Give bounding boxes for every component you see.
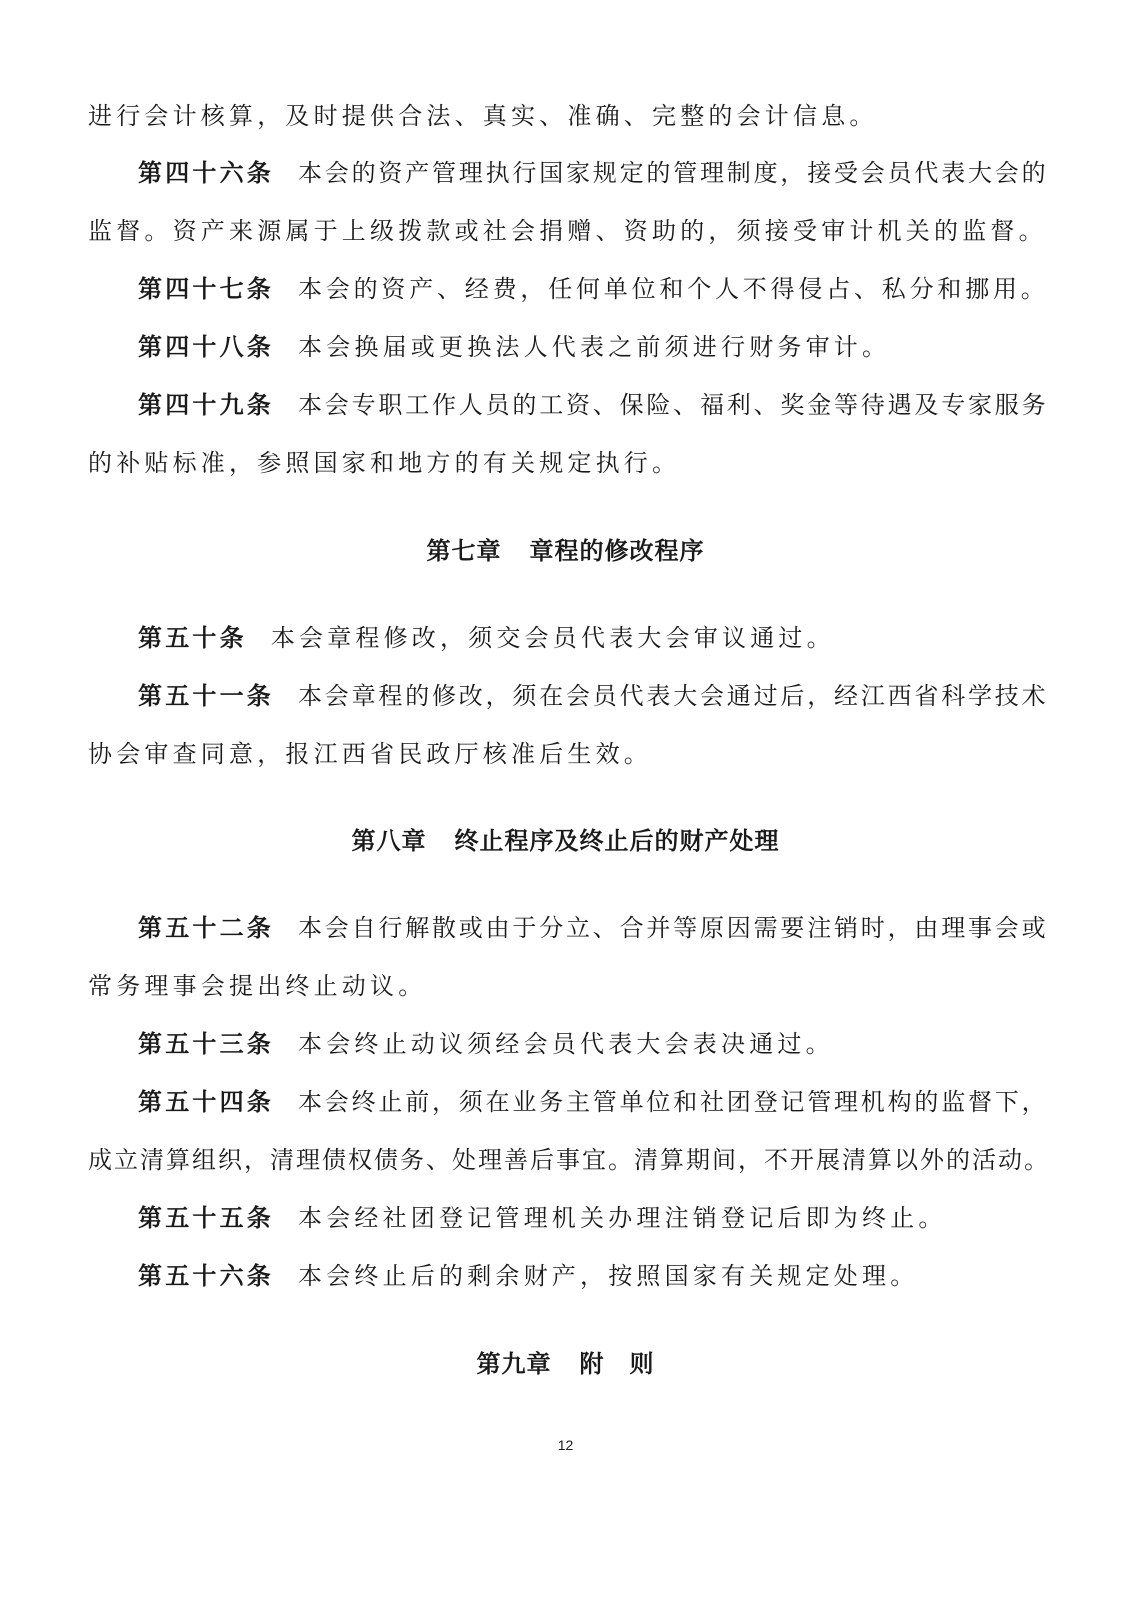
chapter-number: 第八章 bbox=[351, 827, 427, 855]
paragraph-line bbox=[88, 101, 878, 131]
article-text: 本会的资产、经费，任何单位和个人不得侵占、私分和挪用。 bbox=[298, 275, 1049, 303]
chapter-8-heading bbox=[0, 826, 1131, 856]
chapter-title: 终止程序及终止后的财产处理 bbox=[454, 827, 780, 855]
line-text: 监督。资产来源属于上级拨款或社会捐赠、资助的，须接受审计机关的监督。 bbox=[88, 217, 1047, 245]
article-label: 第五十二条 bbox=[138, 914, 274, 942]
article-label: 第五十一条 bbox=[138, 682, 274, 710]
line-text: 的补贴标准，参照国家和地方的有关规定执行。 bbox=[88, 449, 681, 477]
article-text: 本会终止动议须经会员代表大会表决通过。 bbox=[298, 1030, 834, 1058]
article-text: 本会章程的修改，须在会员代表大会通过后，经江西省科学技术 bbox=[298, 682, 1049, 710]
article-label: 第四十九条 bbox=[138, 391, 274, 419]
article-49-continued bbox=[88, 448, 680, 478]
line-text: 协会审查同意，报江西省民政厅核准后生效。 bbox=[88, 740, 652, 768]
chapter-9-heading bbox=[0, 1349, 1131, 1379]
article-text: 本会专职工作人员的工资、保险、福利、奖金等待遇及专家服务 bbox=[298, 391, 1049, 419]
article-label: 第四十六条 bbox=[138, 159, 274, 187]
chapter-number: 第九章 bbox=[476, 1350, 552, 1378]
article-text: 本会的资产管理执行国家规定的管理制度，接受会员代表大会的 bbox=[298, 159, 1049, 187]
line-text: 常务理事会提出终止动议。 bbox=[88, 972, 427, 1000]
article-48 bbox=[138, 332, 890, 362]
article-50 bbox=[138, 623, 835, 653]
article-53 bbox=[138, 1029, 834, 1059]
article-56 bbox=[138, 1261, 918, 1291]
article-label: 第五十三条 bbox=[138, 1030, 274, 1058]
page-number: 12 bbox=[557, 1437, 574, 1453]
article-51 bbox=[138, 681, 1048, 711]
article-label: 第五十五条 bbox=[138, 1204, 274, 1232]
article-51-continued bbox=[88, 739, 652, 769]
chapter-title: 章程的修改程序 bbox=[529, 537, 705, 565]
article-label: 第五十条 bbox=[138, 624, 247, 652]
article-47 bbox=[138, 274, 1049, 304]
line-text: 进行会计核算，及时提供合法、真实、准确、完整的会计信息。 bbox=[88, 102, 878, 130]
chapter-7-heading bbox=[0, 536, 1131, 566]
chapter-title: 附 则 bbox=[579, 1350, 655, 1378]
article-52 bbox=[138, 913, 1048, 943]
article-text: 本会章程修改，须交会员代表大会审议通过。 bbox=[270, 624, 835, 652]
article-label: 第五十四条 bbox=[138, 1088, 274, 1116]
article-52-continued bbox=[88, 971, 426, 1001]
article-label: 第四十七条 bbox=[138, 275, 274, 303]
article-text: 本会换届或更换法人代表之前须进行财务审计。 bbox=[298, 333, 891, 361]
article-text: 本会经社团登记管理机关办理注销登记后即为终止。 bbox=[298, 1204, 947, 1232]
article-46 bbox=[138, 158, 1048, 188]
article-49 bbox=[138, 390, 1048, 420]
article-55 bbox=[138, 1203, 947, 1233]
article-text: 本会终止后的剩余财产，按照国家有关规定处理。 bbox=[298, 1262, 919, 1290]
article-46-continued bbox=[88, 216, 1047, 246]
article-text: 本会终止前，须在业务主管单位和社团登记管理机构的监督下， bbox=[298, 1088, 1049, 1116]
article-54 bbox=[138, 1087, 1048, 1117]
line-text: 成立清算组织，清理债权债务、处理善后事宜。清算期间，不开展清算以外的活动。 bbox=[88, 1146, 1050, 1174]
article-54-continued bbox=[88, 1145, 1050, 1175]
article-text: 本会自行解散或由于分立、合并等原因需要注销时，由理事会或 bbox=[298, 914, 1049, 942]
article-label: 第五十六条 bbox=[138, 1262, 274, 1290]
chapter-number: 第七章 bbox=[426, 537, 502, 565]
article-label: 第四十八条 bbox=[138, 333, 274, 361]
